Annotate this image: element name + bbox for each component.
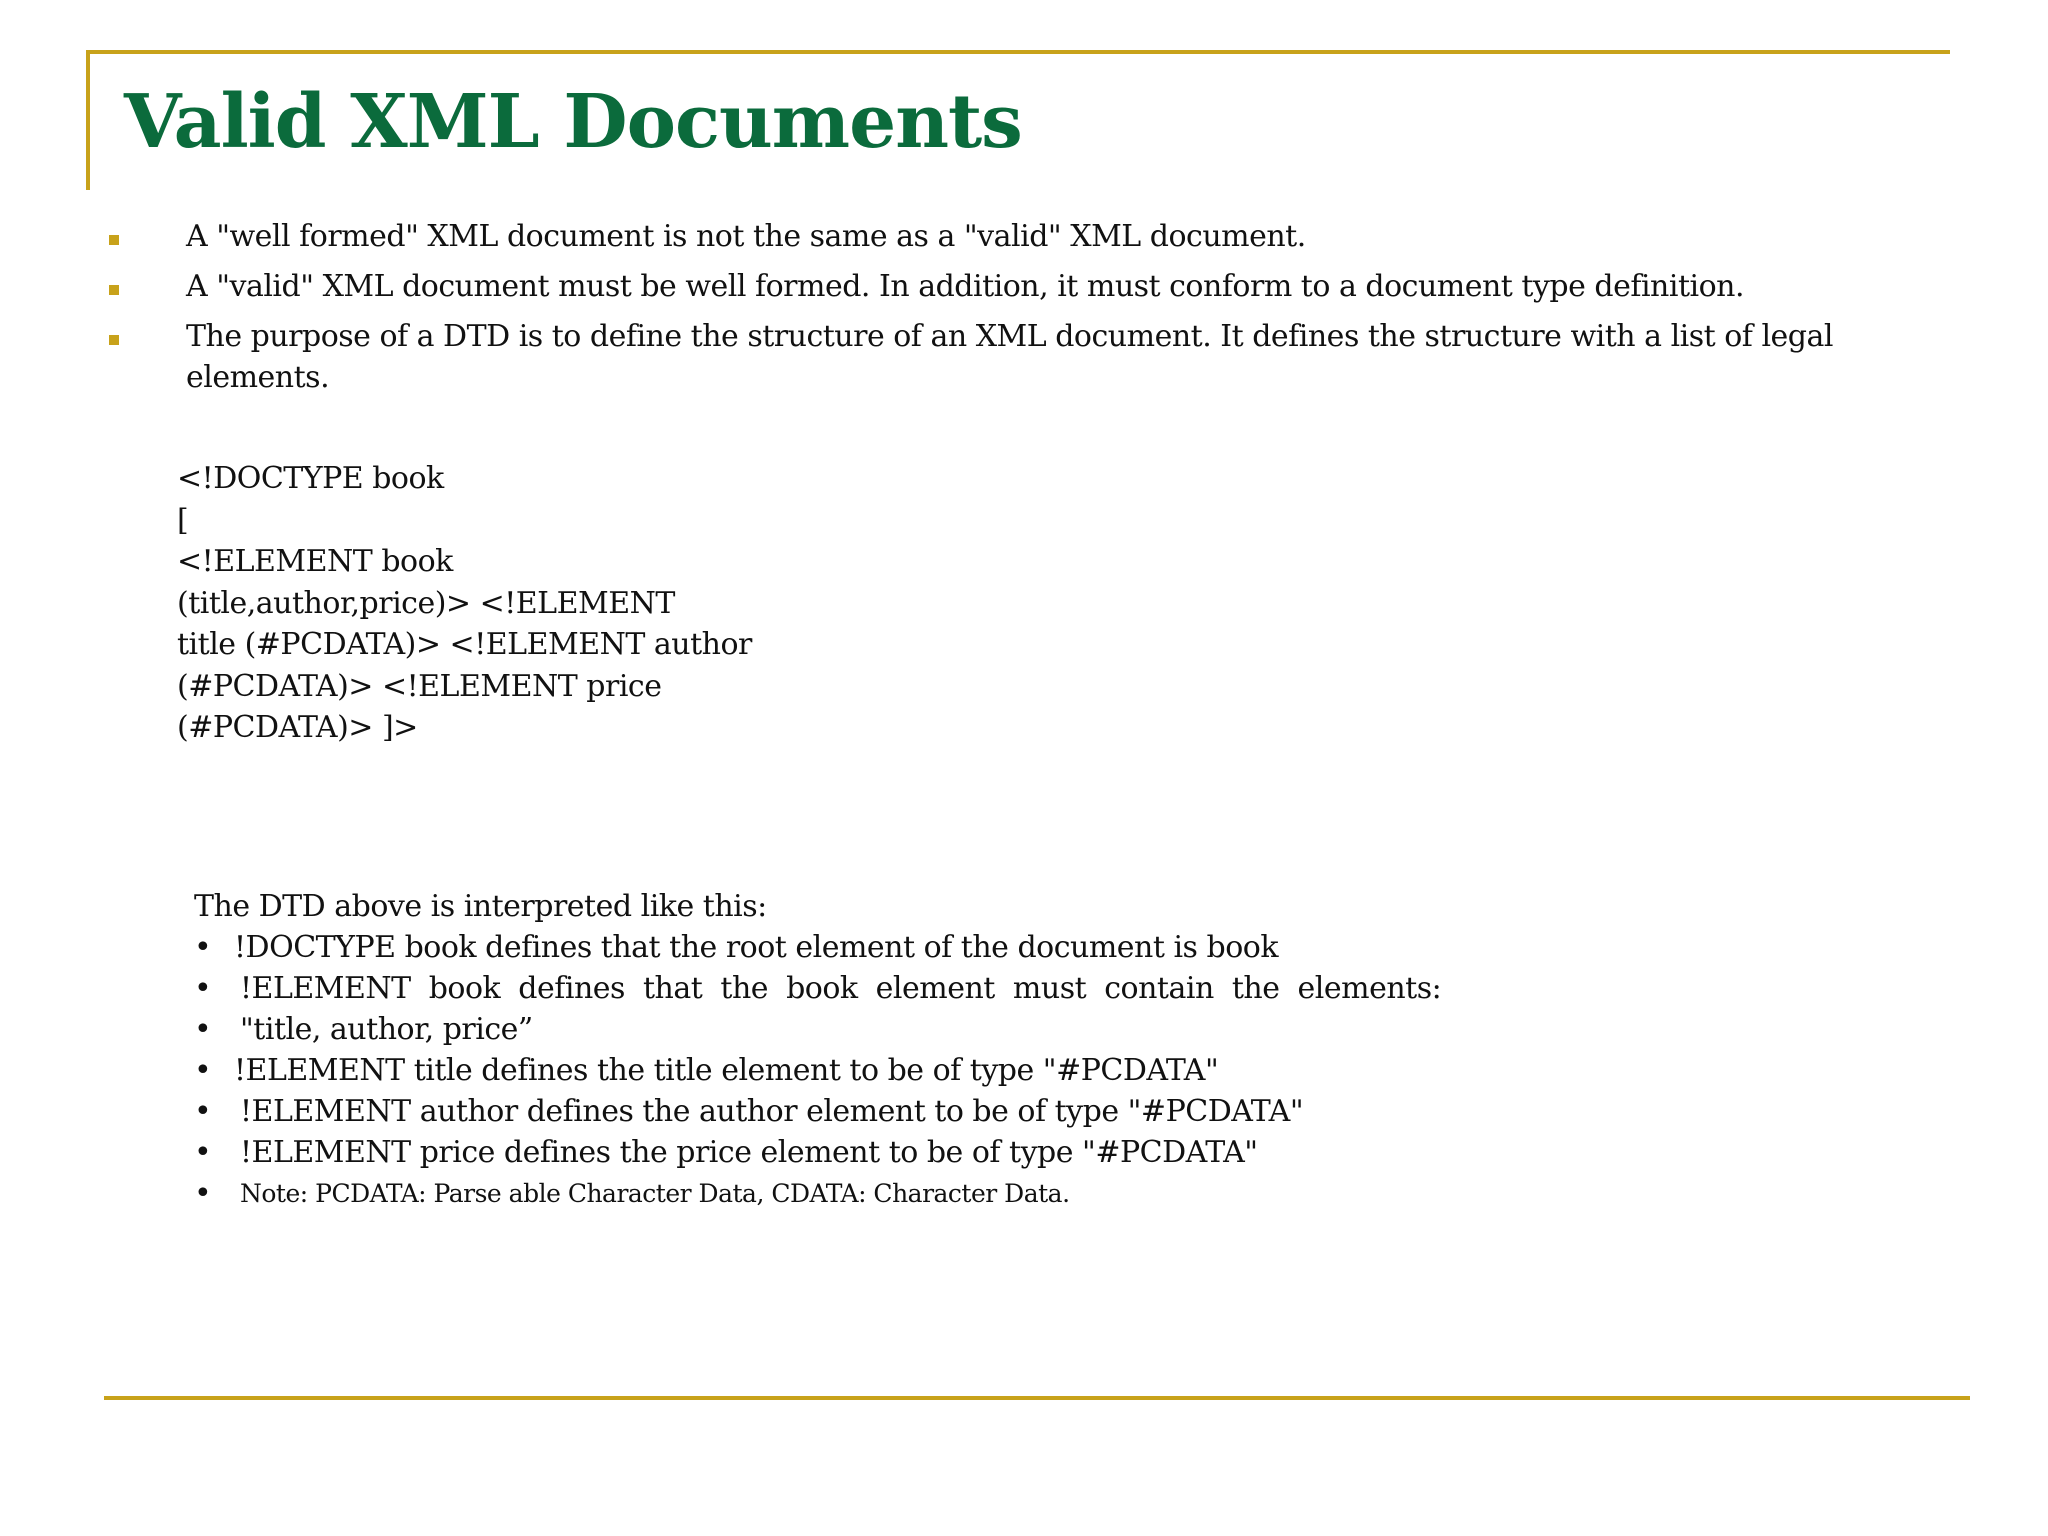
bullet-dot-icon: • [194, 1094, 212, 1129]
explanation-text: !DOCTYPE book defines that the root element of the document is book [234, 930, 1278, 965]
dtd-line: [ [177, 502, 189, 538]
square-bullet-icon [109, 235, 119, 245]
explanation-text: !ELEMENT author defines the author element to be of type "#PCDATA" [240, 1094, 1304, 1129]
bullet-item [108, 216, 1898, 257]
explanation-text: !ELEMENT price defines the price element to be of type "#PCDATA" [240, 1135, 1258, 1170]
dtd-line: title (#PCDATA)> <!ELEMENT author [177, 627, 752, 662]
dtd-line: (#PCDATA)> ]> [177, 710, 418, 745]
bullet-text: A "valid" XML document must be well formed. In addition, it must conform to a document type definition. [186, 269, 1745, 304]
explanation-item [194, 1173, 1494, 1214]
dtd-line: (title,author,price)> <!ELEMENT [177, 585, 675, 621]
explanation-item [194, 1050, 1494, 1091]
slide-title: Valid XML Documents [124, 79, 1022, 165]
explanation-text: !ELEMENT title defines the title element to be of type "#PCDATA" [234, 1053, 1219, 1088]
bottom-accent-rule [104, 1396, 1970, 1400]
explanation-text: !ELEMENT book defines that the book element must contain the elements: [240, 971, 1442, 1006]
dtd-line: (#PCDATA)> <!ELEMENT price [177, 668, 662, 704]
explanation-text: "title, author, price” [240, 1012, 533, 1047]
title-accent-rule [86, 50, 90, 190]
bullet-text: The purpose of a DTD is to define the structure of an XML document. It defines the structure with a list of legal elements. [186, 319, 1833, 395]
bullet-item [108, 266, 1898, 307]
square-bullet-icon [109, 335, 119, 345]
bullet-item [108, 316, 1898, 398]
dtd-explanation [194, 886, 1494, 1214]
bullet-dot-icon: • [194, 930, 212, 965]
bullet-dot-icon: • [194, 1176, 212, 1211]
main-bullet-list [108, 216, 1898, 407]
bullet-dot-icon: • [194, 971, 212, 1006]
bullet-dot-icon: • [194, 1053, 212, 1088]
explanation-intro: The DTD above is interpreted like this: [194, 889, 767, 924]
dtd-line: <!DOCTYPE book [177, 461, 444, 496]
bullet-dot-icon: • [194, 1012, 212, 1047]
top-accent-rule [86, 50, 1950, 54]
dtd-line: <!ELEMENT book [177, 544, 453, 579]
square-bullet-icon [109, 285, 119, 295]
explanation-item [194, 1091, 1494, 1132]
explanation-list [194, 927, 1494, 1214]
explanation-text: Note: PCDATA: Parse able Character Data, CDATA: Character Data. [240, 1179, 1070, 1208]
explanation-item [194, 927, 1494, 968]
explanation-item [194, 1009, 1494, 1050]
dtd-example [177, 458, 752, 749]
explanation-item [194, 1132, 1494, 1173]
bullet-text: A "well formed" XML document is not the same as a "valid" XML document. [186, 219, 1306, 254]
bullet-dot-icon: • [194, 1135, 212, 1170]
explanation-item [194, 968, 1494, 1009]
